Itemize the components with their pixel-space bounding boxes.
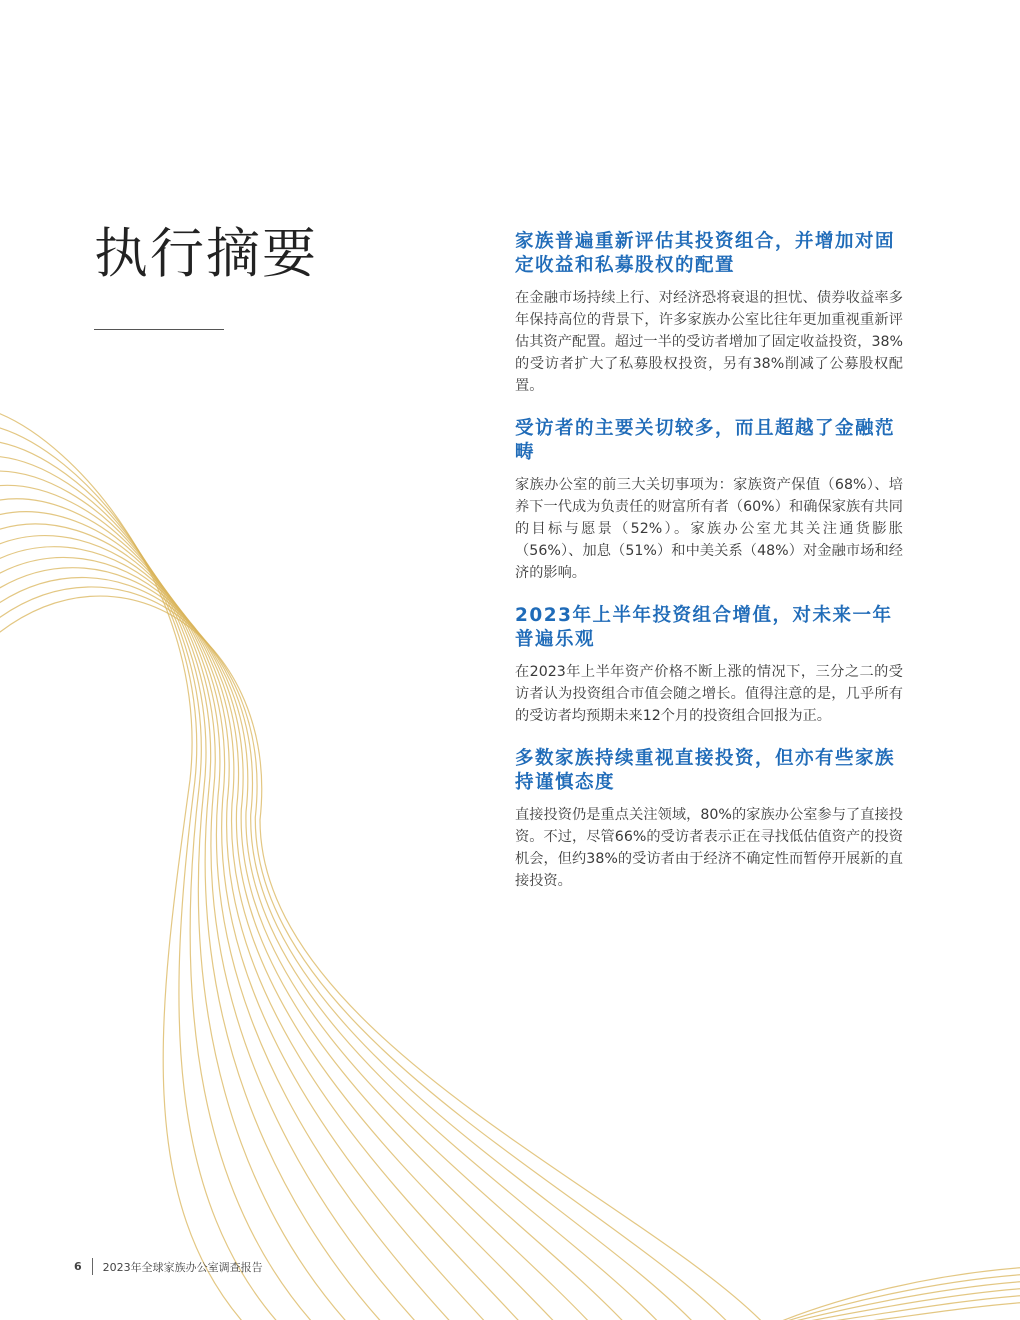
section-heading: 多数家族持续重视直接投资，但亦有些家族持谨慎态度 xyxy=(515,748,896,793)
page-number: 6 xyxy=(74,1260,82,1273)
summary-section xyxy=(515,417,903,584)
wave-line xyxy=(0,547,597,1320)
footer-divider xyxy=(92,1258,93,1275)
wave-line xyxy=(0,485,423,1320)
section-body: 在2023年上半年资产价格不断上涨的情况下，三分之二的受访者认为投资组合市值会随之增长。值得注意的是，几乎所有的受访者均预期未来12个月的投资组合回报为正。 xyxy=(515,664,903,724)
section-heading: 受访者的主要关切较多，而且超越了金融范畴 xyxy=(515,418,896,463)
section-body: 在金融市场持续上行、对经济恐将衰退的担忧、债券收益率多年保持高位的背景下，许多家族办公室比往年更加重视重新评估其资产配置。超过一半的受访者增加了固定收益投资，38%的受访者扩大了私募股权投资，另有38%削减了公募股权配置。 xyxy=(515,290,903,394)
summary-content xyxy=(515,230,903,912)
section-body: 家族办公室的前三大关切事项为：家族资产保值（68%）、培养下一代成为负责任的财富所有者（60%）和确保家族有共同的目标与愿景（52%）。家族办公室尤其关注通货膨胀（56%）、加息（51%）和中美关系（48%）对金融市场和经济的影响。 xyxy=(515,477,903,581)
section-body: 直接投资仍是重点关注领域，80%的家族办公室参与了直接投资。不过，尽管66%的受访者表示正在寻找低估值资产的投资机会，但约38%的受访者由于经济不确定性而暂停开展新的直接投资。 xyxy=(515,807,903,889)
wave-line xyxy=(760,1288,1020,1320)
summary-section xyxy=(515,747,903,892)
footer-report-title: 2023年全球家族办公室调查报告 xyxy=(102,1260,263,1274)
page-title: 执行摘要 xyxy=(94,222,318,285)
wave-line xyxy=(0,512,493,1320)
wave-line xyxy=(0,441,319,1320)
summary-section xyxy=(515,604,903,727)
wave-line xyxy=(0,499,458,1320)
wave-line xyxy=(0,410,250,1320)
wave-line xyxy=(0,524,527,1320)
wave-line xyxy=(0,536,562,1320)
wave-line xyxy=(760,1295,1020,1320)
page-footer xyxy=(74,1258,263,1275)
wave-line xyxy=(760,1274,1020,1320)
title-divider xyxy=(94,329,224,330)
summary-section xyxy=(515,230,903,397)
wave-line xyxy=(0,471,389,1320)
section-heading: 2023年上半年投资组合增值，对未来一年普遍乐观 xyxy=(515,605,893,650)
section-heading: 家族普遍重新评估其投资组合，并增加对固定收益和私募股权的配置 xyxy=(515,231,896,276)
